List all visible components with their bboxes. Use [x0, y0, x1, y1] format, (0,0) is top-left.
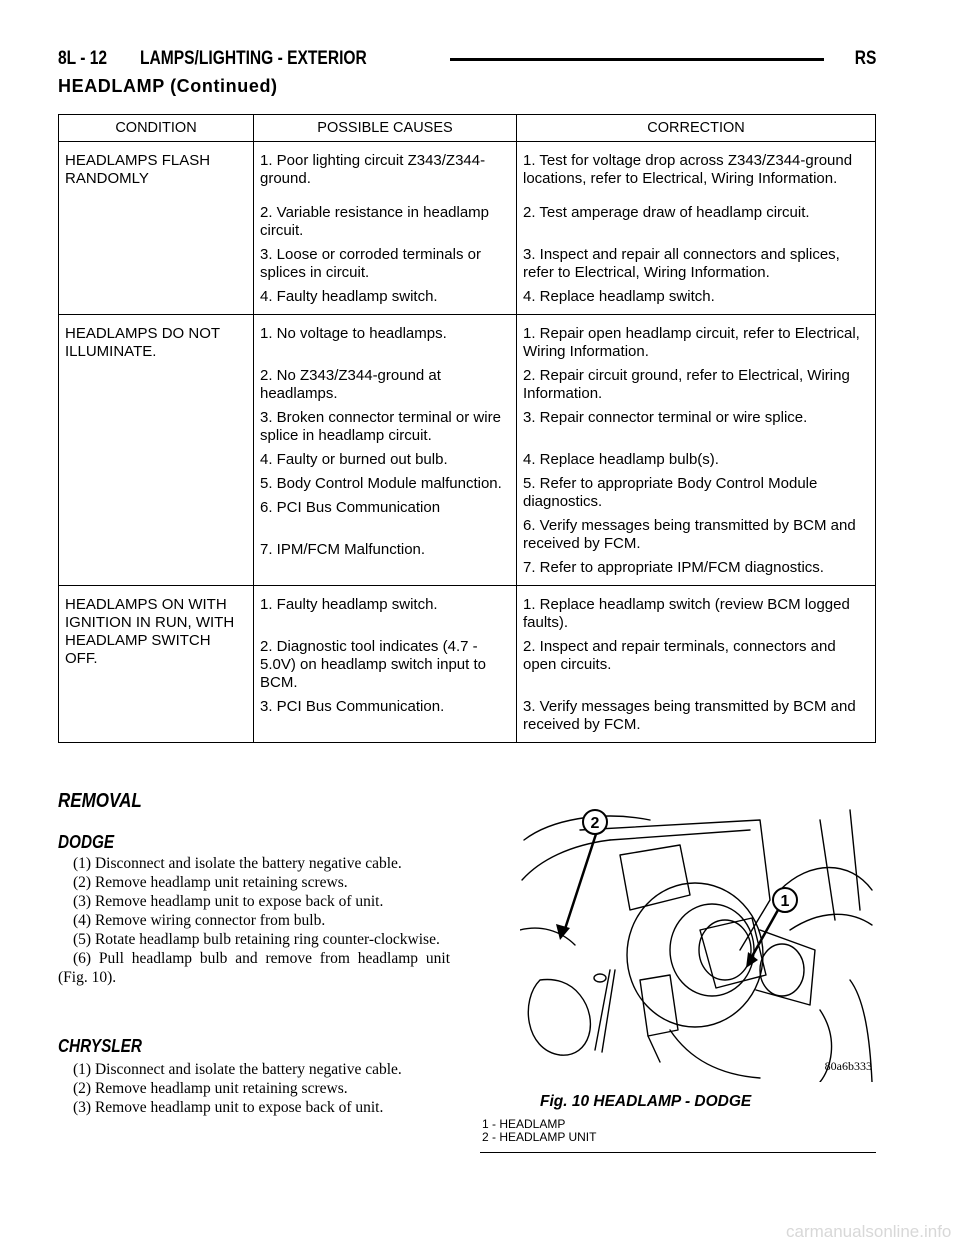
correction-item: 4. Replace headlamp bulb(s).: [523, 451, 719, 468]
procedure-step: (3) Remove headlamp unit to expose back of unit.: [73, 893, 384, 910]
correction-item: 2. Inspect and repair terminals, connectors and open circuits.: [523, 638, 836, 673]
procedure-step: (2) Remove headlamp unit retaining screws.: [73, 874, 348, 891]
chrysler-heading: CHRYSLER: [58, 1036, 142, 1056]
continued-title: HEADLAMP (Continued): [58, 76, 278, 96]
dodge-heading: DODGE: [58, 832, 115, 852]
correction-item: 3. Repair connector terminal or wire splice.: [523, 409, 808, 426]
correction-item: 4. Replace headlamp switch.: [523, 288, 715, 305]
column-header: POSSIBLE CAUSES: [254, 115, 517, 142]
section-title: LAMPS/LIGHTING - EXTERIOR: [140, 48, 367, 69]
cause-item: 1. No voltage to headlamps.: [260, 325, 447, 342]
corrections-cell: [517, 315, 876, 586]
condition-cell: HEADLAMPS ON WITH IGNITION IN RUN, WITH HEADLAMP SWITCH OFF.: [59, 586, 254, 743]
procedure-step: (1) Disconnect and isolate the battery negative cable.: [73, 855, 402, 872]
cause-item: 2. Diagnostic tool indicates (4.7 - 5.0V) on headlamp switch input to BCM.: [260, 638, 486, 691]
cause-item: 3. Loose or corroded terminals or splices in circuit.: [260, 246, 481, 281]
corrections-cell: [517, 142, 876, 315]
cause-item: 3. Broken connector terminal or wire splice in headlamp circuit.: [260, 409, 501, 444]
condition-cell: HEADLAMPS FLASH RANDOMLY: [59, 142, 254, 315]
column-header: CORRECTION: [517, 115, 876, 142]
removal-heading: REMOVAL: [58, 790, 142, 812]
cause-item: 2. Variable resistance in headlamp circuit.: [260, 204, 490, 239]
diagnosis-table: [58, 114, 876, 743]
callout-1: 1: [780, 893, 790, 910]
legend-item: 2 - HEADLAMP UNIT: [482, 1130, 597, 1144]
cause-item: 4. Faulty headlamp switch.: [260, 288, 438, 305]
cause-item: 2. No Z343/Z344-ground at headlamps.: [260, 367, 441, 402]
correction-item: 1. Replace headlamp switch (review BCM logged faults).: [523, 596, 850, 631]
page-header: [58, 42, 876, 76]
legend-rule: [480, 1152, 876, 1153]
column-header: CONDITION: [59, 115, 254, 142]
causes-cell: [254, 315, 517, 586]
condition-cell: HEADLAMPS DO NOT ILLUMINATE.: [59, 315, 254, 586]
figure-code: 80a6b333: [824, 1059, 872, 1073]
table-row: [59, 315, 876, 586]
table-row: [59, 142, 876, 315]
headlamp-illustration: [520, 800, 876, 1082]
procedure-step: (4) Remove wiring connector from bulb.: [73, 912, 326, 929]
model-code: RS: [854, 48, 876, 69]
correction-item: 1. Repair open headlamp circuit, refer to Electrical, Wiring Information.: [523, 325, 860, 360]
page-number: 8L - 12: [58, 48, 108, 69]
procedure-step: (6) Pull headlamp bulb and remove from headlamp unit (Fig. 10).: [58, 950, 450, 986]
correction-item: 6. Verify messages being transmitted by BCM and received by FCM.: [523, 517, 856, 552]
dodge-steps: [58, 854, 450, 987]
procedure-step: (1) Disconnect and isolate the battery negative cable.: [73, 1061, 402, 1078]
correction-item: 7. Refer to appropriate IPM/FCM diagnostics.: [523, 559, 824, 576]
cause-item: 1. Poor lighting circuit Z343/Z344-ground.: [260, 152, 486, 187]
correction-item: 1. Test for voltage drop across Z343/Z344-ground locations, refer to Electrical, Wiring Information.: [523, 152, 853, 187]
cause-item: 3. PCI Bus Communication.: [260, 698, 445, 715]
correction-item: 2. Repair circuit ground, refer to Electrical, Wiring Information.: [523, 367, 850, 402]
figure-legend: [482, 1118, 596, 1144]
corrections-cell: [517, 586, 876, 743]
cause-item: 6. PCI Bus Communication: [260, 499, 441, 516]
causes-cell: [254, 586, 517, 743]
table-header-row: [59, 115, 876, 142]
cause-item: 5. Body Control Module malfunction.: [260, 475, 502, 492]
table-row: [59, 586, 876, 743]
correction-item: 5. Refer to appropriate Body Control Module diagnostics.: [523, 475, 818, 510]
cause-item: 7. IPM/FCM Malfunction.: [260, 541, 426, 558]
correction-item: 2. Test amperage draw of headlamp circuit.: [523, 204, 810, 221]
legend-item: 1 - HEADLAMP: [482, 1117, 566, 1131]
chrysler-steps: [58, 1060, 450, 1117]
callout-2: 2: [590, 815, 600, 832]
header-rule: [450, 58, 824, 61]
figure-caption: Fig. 10 HEADLAMP - DODGE: [540, 1093, 752, 1110]
correction-item: 3. Verify messages being transmitted by BCM and received by FCM.: [523, 698, 856, 733]
cause-item: 4. Faulty or burned out bulb.: [260, 451, 448, 468]
procedure-step: (5) Rotate headlamp bulb retaining ring counter-clockwise.: [73, 931, 440, 948]
cause-item: 1. Faulty headlamp switch.: [260, 596, 438, 613]
procedure-step: (2) Remove headlamp unit retaining screws.: [73, 1080, 348, 1097]
procedure-step: (3) Remove headlamp unit to expose back of unit.: [73, 1099, 384, 1116]
correction-item: 3. Inspect and repair all connectors and splices, refer to Electrical, Wiring Information.: [523, 246, 840, 281]
causes-cell: [254, 142, 517, 315]
watermark: carmanualsonline.info: [786, 1222, 952, 1241]
